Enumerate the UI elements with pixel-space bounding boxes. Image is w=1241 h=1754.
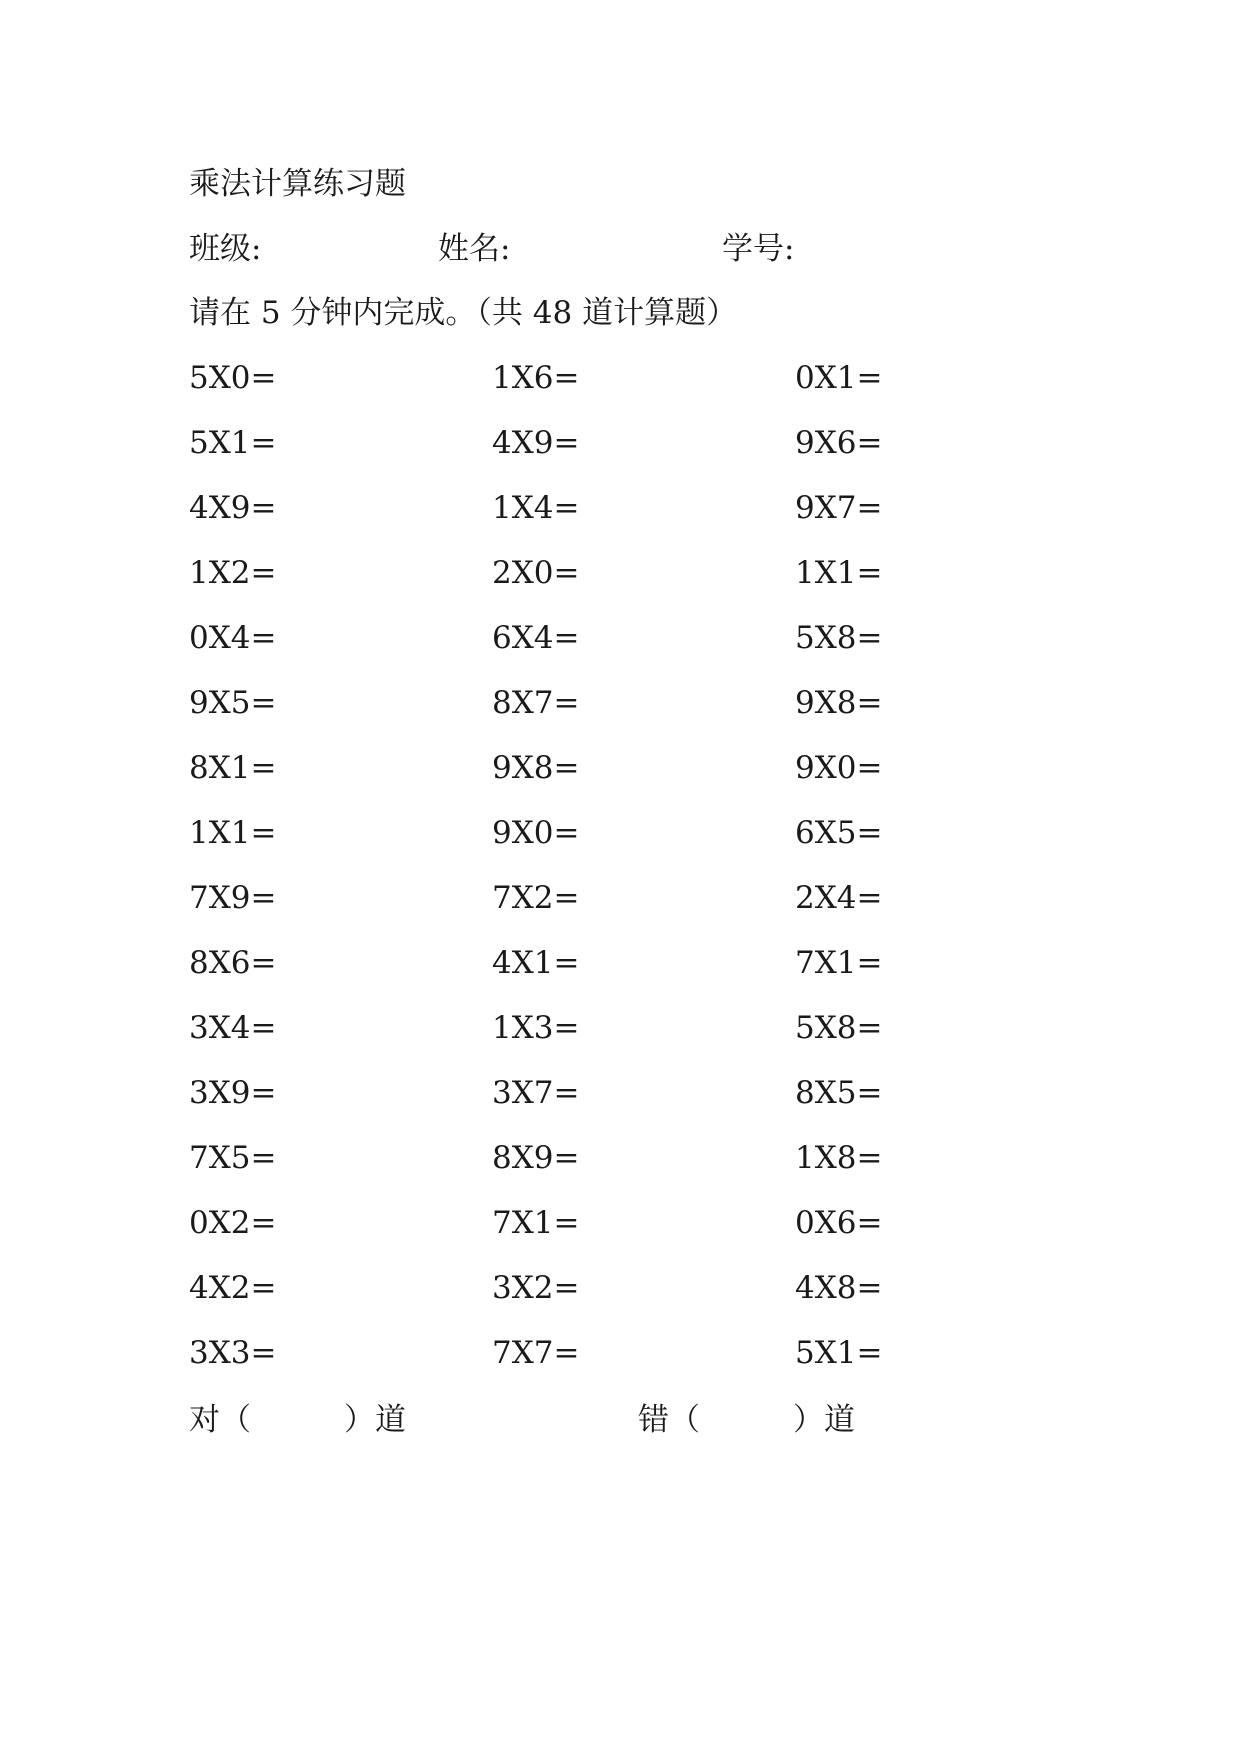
problem-row (0, 943, 1241, 983)
problem-item: 4X2= (189, 1270, 277, 1306)
problem-row (0, 358, 1241, 398)
problem-row (0, 618, 1241, 658)
problem-item: 1X8= (795, 1140, 883, 1176)
problem-item: 9X5= (189, 685, 277, 721)
problem-item: 6X5= (795, 815, 883, 851)
problem-item: 0X1= (795, 360, 883, 396)
problem-row (0, 488, 1241, 528)
problem-item: 4X1= (492, 945, 580, 981)
problem-item: 9X8= (492, 750, 580, 786)
problem-item: 2X4= (795, 880, 883, 916)
problem-row (0, 553, 1241, 593)
name-field-label: 姓名: (438, 231, 511, 267)
page-title: 乘法计算练习题 (189, 166, 406, 202)
score-row (0, 1400, 1241, 1440)
problem-item: 3X4= (189, 1010, 277, 1046)
problem-item: 8X7= (492, 685, 580, 721)
student-id-field-label: 学号: (722, 231, 795, 267)
problem-item: 9X8= (795, 685, 883, 721)
problem-item: 1X1= (189, 815, 277, 851)
problem-item: 4X9= (492, 425, 580, 461)
class-field-label: 班级: (189, 231, 262, 267)
problem-item: 4X9= (189, 490, 277, 526)
problem-item: 7X9= (189, 880, 277, 916)
problem-row (0, 813, 1241, 853)
problem-row (0, 878, 1241, 918)
problem-item: 4X8= (795, 1270, 883, 1306)
problem-item: 9X0= (795, 750, 883, 786)
problem-row (0, 1268, 1241, 1308)
instruction-text: 请在 5 分钟内完成。（共 48 道计算题） (189, 295, 738, 331)
problem-row (0, 423, 1241, 463)
problem-item: 1X4= (492, 490, 580, 526)
problem-item: 1X2= (189, 555, 277, 591)
problem-item: 8X1= (189, 750, 277, 786)
problem-item: 5X8= (795, 620, 883, 656)
problem-item: 0X6= (795, 1205, 883, 1241)
problem-row (0, 1073, 1241, 1113)
problem-item: 5X8= (795, 1010, 883, 1046)
problem-item: 8X6= (189, 945, 277, 981)
wrong-count-label: 错（ ）道 (638, 1402, 855, 1438)
correct-count-label: 对（ ）道 (189, 1402, 406, 1438)
problem-item: 9X6= (795, 425, 883, 461)
problem-item: 3X3= (189, 1335, 277, 1371)
problem-row (0, 683, 1241, 723)
problem-item: 8X5= (795, 1075, 883, 1111)
problem-item: 7X1= (492, 1205, 580, 1241)
problem-item: 2X0= (492, 555, 580, 591)
problem-row (0, 1203, 1241, 1243)
problem-item: 9X7= (795, 490, 883, 526)
problem-item: 1X6= (492, 360, 580, 396)
problem-item: 5X1= (189, 425, 277, 461)
problem-row (0, 1138, 1241, 1178)
problem-item: 3X7= (492, 1075, 580, 1111)
problem-item: 9X0= (492, 815, 580, 851)
problem-item: 6X4= (492, 620, 580, 656)
problem-item: 8X9= (492, 1140, 580, 1176)
problem-item: 5X1= (795, 1335, 883, 1371)
student-info-row (0, 229, 1241, 269)
problem-item: 3X9= (189, 1075, 277, 1111)
problem-item: 7X5= (189, 1140, 277, 1176)
problem-item: 7X7= (492, 1335, 580, 1371)
problem-item: 7X2= (492, 880, 580, 916)
problem-item: 3X2= (492, 1270, 580, 1306)
problem-item: 0X4= (189, 620, 277, 656)
problem-item: 0X2= (189, 1205, 277, 1241)
problem-item: 5X0= (189, 360, 277, 396)
problem-item: 1X1= (795, 555, 883, 591)
problem-item: 1X3= (492, 1010, 580, 1046)
problem-row (0, 748, 1241, 788)
problem-row (0, 1333, 1241, 1373)
problem-item: 7X1= (795, 945, 883, 981)
problem-row (0, 1008, 1241, 1048)
